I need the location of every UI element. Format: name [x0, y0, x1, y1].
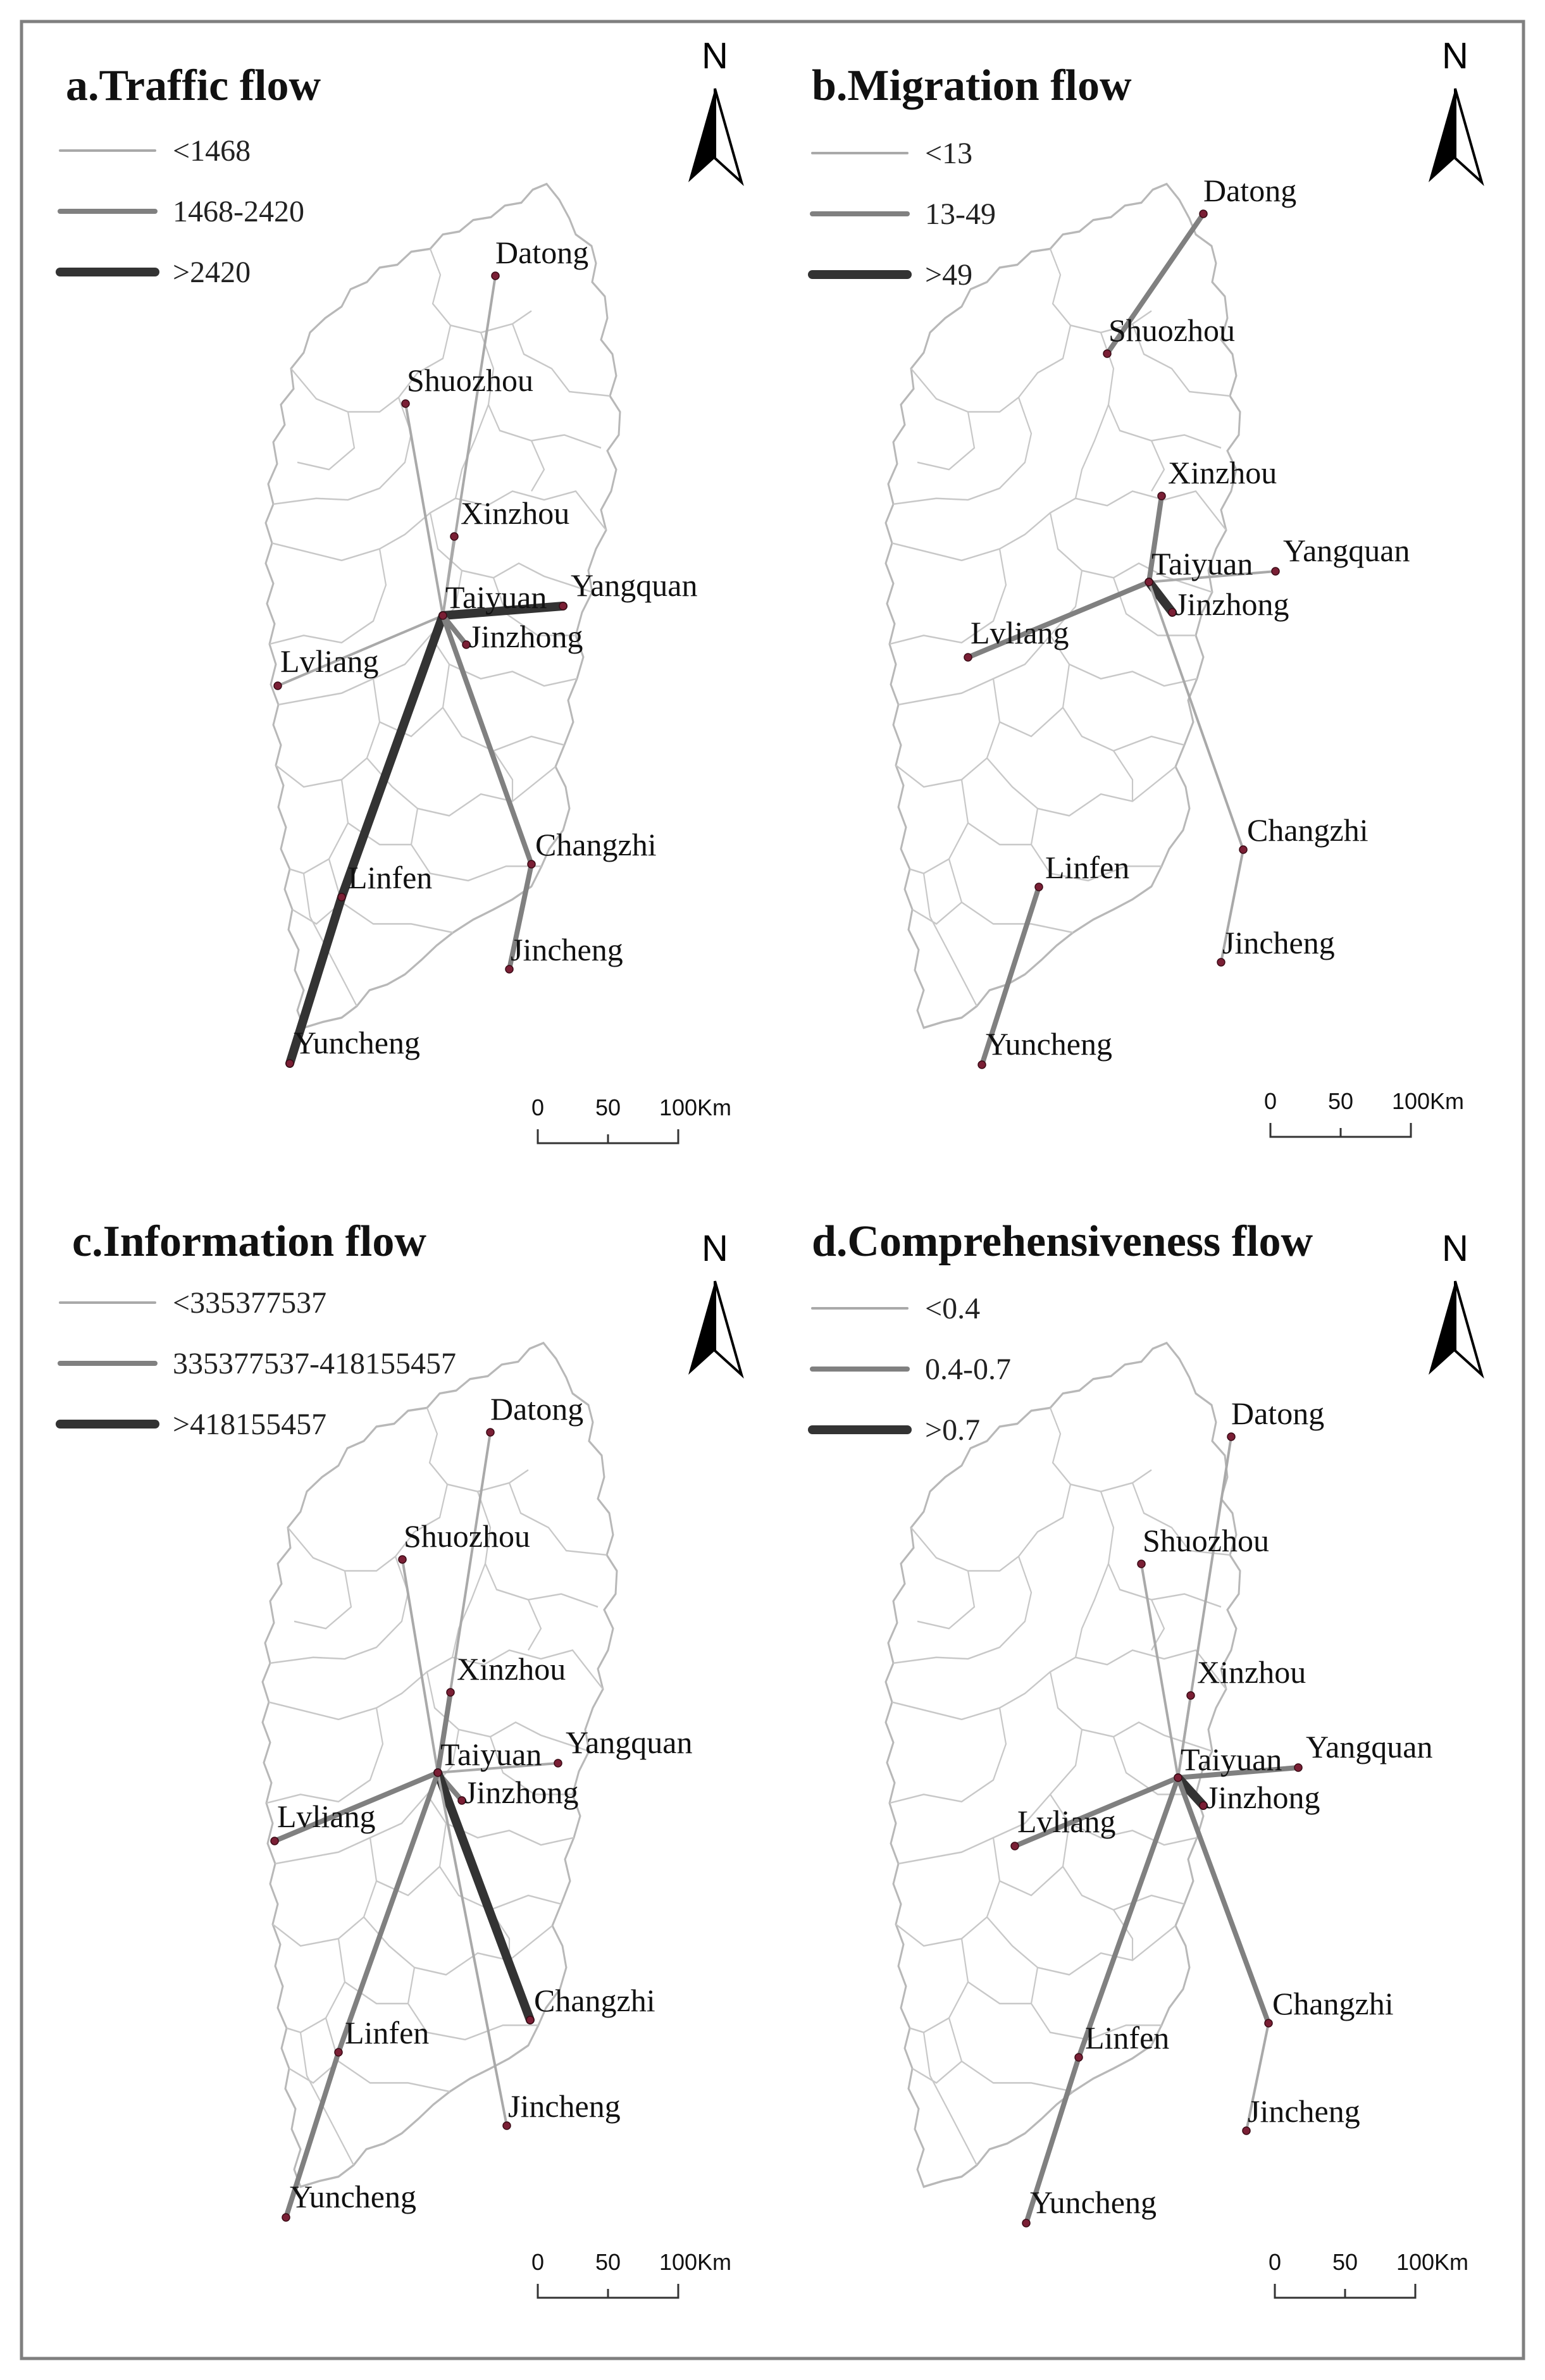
- city-label-datong: Datong: [490, 1391, 584, 1427]
- city-label-jinzhong: Jinzhong: [469, 619, 583, 654]
- city-point-datong: [492, 272, 499, 280]
- city-point-changzhi: [1265, 2019, 1272, 2027]
- city-point-xinzhou: [450, 533, 458, 540]
- scale-tick-label: 0: [531, 1094, 545, 1120]
- city-label-xinzhou: Xinzhou: [461, 495, 570, 531]
- north-arrow-icon: [688, 35, 741, 182]
- legend-item-low: [812, 137, 972, 170]
- city-point-yangquan: [559, 602, 567, 610]
- legend-item-low: [812, 1292, 980, 1325]
- city-label-yuncheng: Yuncheng: [290, 2179, 416, 2214]
- scale-bar-line: [1275, 2284, 1415, 2298]
- scale-tick-label: 0: [1268, 2249, 1282, 2275]
- city-label-linfen: Linfen: [345, 2015, 430, 2050]
- city-label-jincheng: Jincheng: [508, 2088, 621, 2124]
- city-point-changzhi: [528, 860, 535, 868]
- city-point-changzhi: [1239, 846, 1247, 853]
- city-point-xinzhou: [1187, 1692, 1194, 1699]
- scale-unit-label: Km: [697, 2249, 731, 2275]
- scale-bar-line: [1270, 1123, 1411, 1137]
- legend-item-low: [60, 1286, 326, 1320]
- city-point-shuozhou: [1103, 350, 1111, 357]
- panel-b: [812, 35, 1482, 1137]
- city-point-datong: [487, 1429, 494, 1436]
- scale-tick-label: 0: [531, 2249, 545, 2275]
- city-label-xinzhou: Xinzhou: [1168, 455, 1277, 490]
- city-point-lvliang: [1011, 1842, 1019, 1850]
- city-label-jinzhong: Jinzhong: [1206, 1780, 1320, 1815]
- city-label-changzhi: Changzhi: [1272, 1986, 1394, 2021]
- scale-tick-label: 50: [1332, 2249, 1358, 2275]
- city-label-lvliang: Lvliang: [277, 1799, 376, 1834]
- north-label: N: [702, 1228, 728, 1269]
- city-label-jinzhong: Jinzhong: [1175, 586, 1289, 622]
- scale-tick-label: 100: [659, 1094, 698, 1120]
- panel-title: c.Information flow: [72, 1217, 426, 1266]
- city-point-xinzhou: [1158, 492, 1165, 500]
- city-label-shuozhou: Shuozhou: [1143, 1523, 1269, 1558]
- city-label-linfen: Linfen: [1085, 2020, 1170, 2055]
- north-label: N: [1442, 35, 1468, 77]
- north-arrow-icon: [1429, 35, 1482, 182]
- city-label-changzhi: Changzhi: [1247, 812, 1368, 848]
- north-arrow-right: [1455, 1281, 1482, 1375]
- city-label-yangquan: Yangquan: [571, 567, 698, 603]
- scale-tick-label: 50: [595, 2249, 621, 2275]
- city-label-taiyuan: Taiyuan: [1151, 546, 1253, 581]
- city-label-jincheng: Jincheng: [511, 932, 623, 967]
- city-label-jincheng: Jincheng: [1248, 2093, 1360, 2129]
- city-point-linfen: [1075, 2054, 1083, 2061]
- panel-c: [60, 1217, 741, 2298]
- city-label-xinzhou: Xinzhou: [1197, 1654, 1306, 1690]
- panel-title: a.Traffic flow: [66, 61, 321, 110]
- city-point-yangquan: [554, 1759, 562, 1767]
- city-label-yuncheng: Yuncheng: [294, 1025, 420, 1060]
- city-point-shuozhou: [399, 1556, 406, 1563]
- legend-item-high: [60, 1408, 326, 1441]
- panel-d: [812, 1217, 1482, 2298]
- city-label-yangquan: Yangquan: [1283, 533, 1410, 568]
- scale-bar: [531, 2249, 731, 2298]
- city-point-yuncheng: [282, 2214, 290, 2221]
- city-label-taiyuan: Taiyuan: [1181, 1742, 1282, 1777]
- legend-label: <335377537: [173, 1286, 327, 1320]
- legend-label: >0.7: [925, 1413, 981, 1447]
- legend-label: <0.4: [925, 1292, 981, 1325]
- north-arrow-icon: [688, 1228, 741, 1375]
- north-arrow-left: [1429, 1281, 1455, 1375]
- scale-unit-label: Km: [1434, 2249, 1468, 2275]
- city-label-lvliang: Lvliang: [280, 643, 379, 679]
- city-label-changzhi: Changzhi: [534, 1983, 655, 2018]
- scale-unit-label: Km: [1430, 1088, 1464, 1114]
- panel-title: b.Migration flow: [812, 61, 1132, 110]
- city-point-changzhi: [526, 2016, 534, 2024]
- scale-tick-label: 50: [595, 1094, 621, 1120]
- legend-item-mid: [812, 197, 996, 231]
- panel-a: [60, 35, 741, 1143]
- city-point-datong: [1227, 1433, 1235, 1441]
- city-point-yangquan: [1272, 567, 1279, 575]
- north-arrow-right: [715, 89, 741, 182]
- legend-label: 335377537-418155457: [173, 1347, 456, 1380]
- scale-tick-label: 0: [1263, 1088, 1277, 1114]
- legend-label: <1468: [173, 134, 251, 168]
- city-label-yangquan: Yangquan: [566, 1725, 693, 1760]
- city-label-shuozhou: Shuozhou: [404, 1518, 530, 1554]
- city-label-changzhi: Changzhi: [535, 827, 657, 862]
- panel-title: d.Comprehensiveness flow: [812, 1217, 1313, 1266]
- legend-item-mid: [60, 1347, 456, 1380]
- city-label-linfen: Linfen: [1045, 850, 1130, 885]
- city-label-taiyuan: Taiyuan: [445, 580, 547, 615]
- legend-item-high: [812, 1413, 980, 1447]
- north-arrow-right: [715, 1281, 741, 1375]
- legend-label: 0.4-0.7: [925, 1353, 1011, 1386]
- city-point-datong: [1200, 210, 1207, 218]
- north-arrow-left: [1429, 89, 1455, 182]
- city-point-linfen: [335, 2048, 342, 2056]
- city-point-shuozhou: [402, 400, 409, 407]
- north-arrow-left: [688, 89, 715, 182]
- city-label-jincheng: Jincheng: [1222, 925, 1335, 960]
- city-point-yuncheng: [286, 1060, 294, 1067]
- north-arrow-left: [688, 1281, 715, 1375]
- city-point-lvliang: [964, 654, 972, 661]
- legend-label: >2420: [173, 256, 251, 289]
- scale-bar: [1264, 1088, 1464, 1137]
- city-point-linfen: [1035, 883, 1043, 891]
- panels-layer: [60, 35, 1482, 2298]
- north-arrow-right: [1455, 89, 1482, 182]
- north-label: N: [702, 35, 728, 77]
- legend-item-high: [60, 256, 251, 289]
- city-label-shuozhou: Shuozhou: [407, 363, 533, 398]
- scale-unit-label: Km: [697, 1094, 731, 1120]
- legend-item-high: [812, 258, 972, 292]
- city-label-shuozhou: Shuozhou: [1108, 313, 1235, 348]
- city-point-yuncheng: [1022, 2219, 1030, 2227]
- city-label-datong: Datong: [495, 235, 589, 270]
- city-label-lvliang: Lvliang: [1017, 1804, 1116, 1839]
- legend-item-low: [60, 134, 251, 168]
- legend-label: >49: [925, 258, 973, 292]
- scale-tick-label: 100: [659, 2249, 698, 2275]
- city-label-xinzhou: Xinzhou: [457, 1651, 566, 1687]
- city-point-xinzhou: [447, 1689, 454, 1696]
- legend-label: <13: [925, 137, 973, 170]
- scale-bar-line: [538, 2284, 678, 2298]
- city-label-datong: Datong: [1203, 173, 1297, 208]
- legend-item-mid: [60, 195, 304, 228]
- city-point-lvliang: [271, 1837, 278, 1845]
- legend-item-mid: [812, 1353, 1011, 1386]
- scale-bar: [531, 1094, 731, 1143]
- city-label-datong: Datong: [1231, 1396, 1325, 1431]
- city-point-linfen: [338, 893, 345, 901]
- scale-tick-label: 100: [1396, 2249, 1435, 2275]
- city-point-yuncheng: [978, 1061, 986, 1069]
- scale-bar-line: [538, 1129, 678, 1143]
- legend-label: 13-49: [925, 197, 996, 231]
- scale-tick-label: 100: [1391, 1088, 1430, 1114]
- city-label-yangquan: Yangquan: [1306, 1729, 1433, 1764]
- city-point-shuozhou: [1138, 1560, 1145, 1568]
- city-label-jinzhong: Jinzhong: [464, 1775, 579, 1810]
- north-label: N: [1442, 1228, 1468, 1269]
- scale-tick-label: 50: [1327, 1088, 1354, 1114]
- legend-label: >418155457: [173, 1408, 327, 1441]
- city-label-lvliang: Lvliang: [971, 615, 1069, 650]
- north-arrow-icon: [1429, 1228, 1482, 1375]
- city-label-taiyuan: Taiyuan: [440, 1737, 542, 1772]
- scale-bar: [1269, 2249, 1468, 2298]
- city-point-yangquan: [1294, 1764, 1302, 1771]
- city-label-yuncheng: Yuncheng: [986, 1026, 1112, 1062]
- city-point-lvliang: [274, 682, 282, 690]
- legend-label: 1468-2420: [173, 195, 304, 228]
- city-label-linfen: Linfen: [348, 860, 433, 895]
- city-label-yuncheng: Yuncheng: [1030, 2185, 1157, 2220]
